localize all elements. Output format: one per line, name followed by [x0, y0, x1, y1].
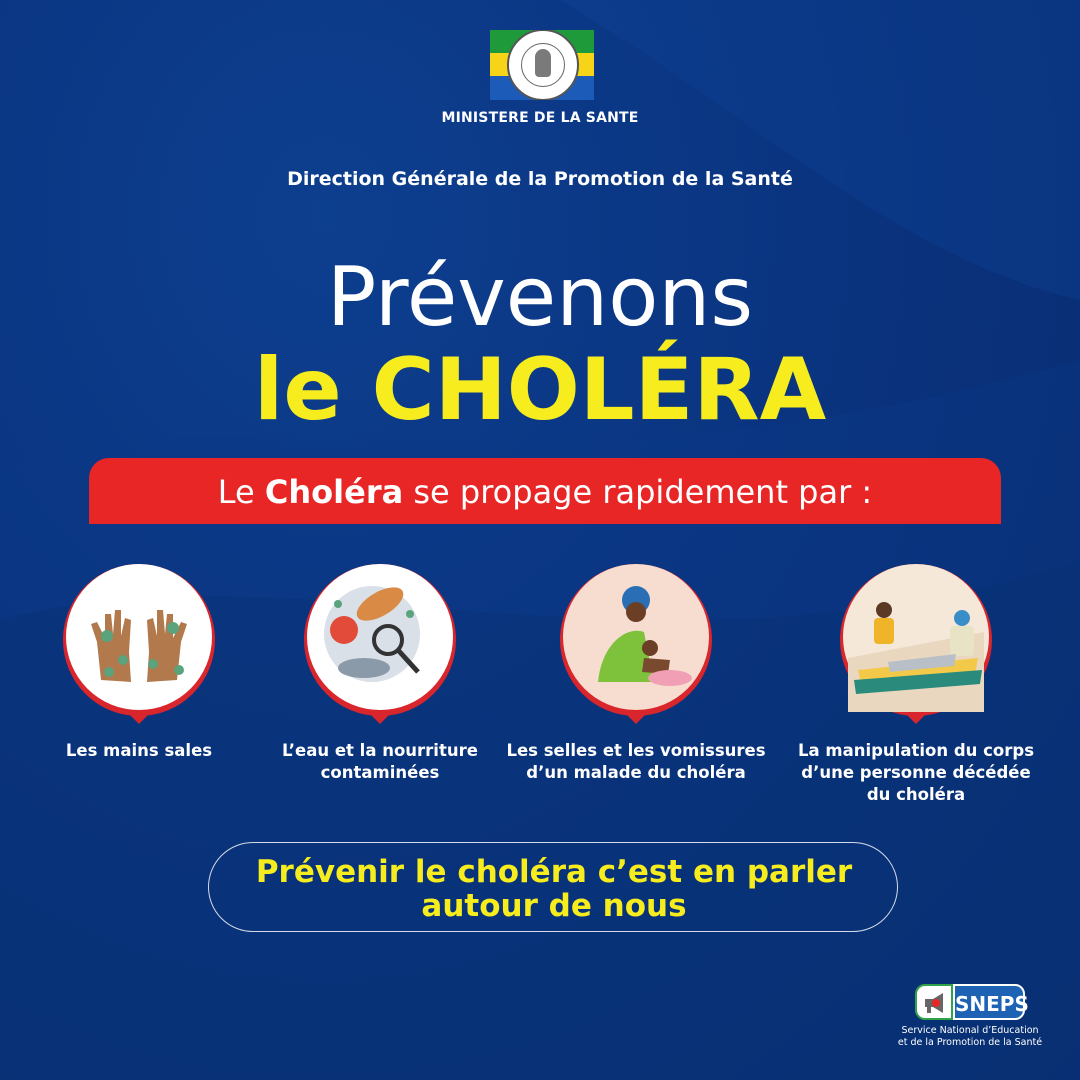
ministry-name: MINISTERE DE LA SANTE [441, 110, 639, 126]
sick-person-care-icon [558, 562, 714, 728]
body-handling-icon [838, 562, 994, 728]
megaphone-icon [915, 984, 953, 1020]
contaminated-food-icon [302, 562, 458, 728]
dirty-hands-icon [61, 562, 217, 728]
spread-banner [89, 458, 1001, 524]
call-to-action-text: Prévenir le choléra c’est en parler autour de nous [255, 854, 853, 924]
item-caption: L’eau et la nourriture contaminées [282, 741, 478, 782]
sneps-subtitle: Service National d’Education et de la Promotion de la Santé [897, 1025, 1043, 1048]
item-caption: La manipulation du corps d’une personne décédée du choléra [797, 741, 1035, 804]
gabon-emblem-logo [490, 30, 594, 100]
mother-child-figure-icon [535, 49, 551, 77]
title-line-1: Prévenons [326, 250, 754, 345]
item-caption: Les selles et les vomissures d’un malade du choléra [506, 741, 766, 782]
title-line-2: le CHOLÉRA [253, 340, 827, 440]
item-caption: Les mains sales [65, 741, 213, 760]
banner-text: Le Choléra se propage rapidement par : [217, 473, 873, 511]
sneps-name: SNEPS [953, 984, 1025, 1020]
republic-seal [507, 30, 579, 100]
direction-name: Direction Générale de la Promotion de la Santé [287, 168, 793, 190]
sneps-logo [915, 984, 1029, 1020]
call-to-action-box [208, 842, 898, 932]
